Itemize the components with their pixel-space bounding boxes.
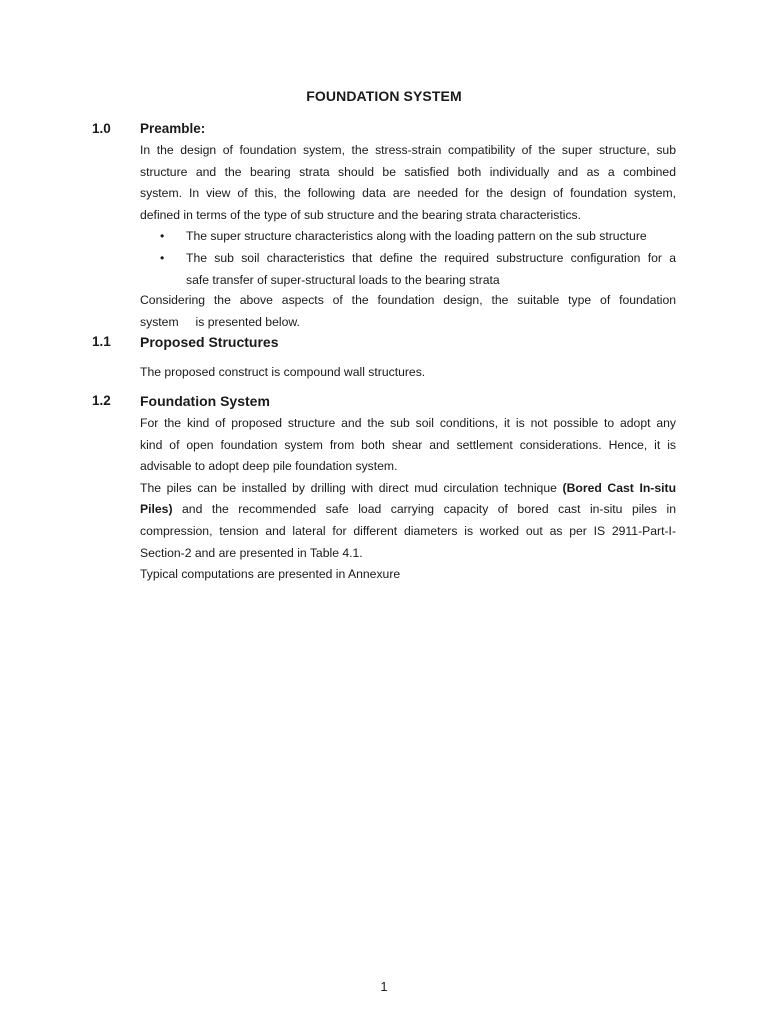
section-number: 1.2: [92, 393, 111, 408]
section-title: Preamble:: [140, 121, 206, 136]
text-line: kind of open foundation system from both shear and settlement considerations. Hence, it is: [140, 437, 676, 452]
bold-text: Piles): [140, 502, 173, 517]
text-line: compression, tension and lateral for different diameters is worked out as per IS 2911-Part-I-: [140, 523, 676, 538]
foundation-system-paragraph: [140, 413, 676, 586]
text-line: The sub soil characteristics that define the required substructure configuration for a: [186, 251, 676, 265]
section-title: Proposed Structures: [140, 334, 279, 350]
section-title: Foundation System: [140, 393, 270, 409]
text-line: structure and the bearing strata should be satisfied both individually and as a combined: [140, 164, 676, 179]
text-line: For the kind of proposed structure and the sub soil conditions, it is not possible to adopt any: [140, 416, 676, 430]
text-line: Section-2 and are presented in Table 4.1.: [140, 545, 363, 560]
preamble-conclusion: [140, 290, 676, 333]
bullet-text: [186, 248, 676, 291]
text-line: Considering the above aspects of the foundation design, the suitable type of foundation: [140, 293, 676, 307]
text-line: The proposed construct is compound wall structures.: [140, 365, 426, 379]
section-number: 1.0: [92, 121, 111, 136]
preamble-paragraph: [140, 140, 676, 226]
text-line: [140, 478, 676, 500]
proposed-structures-paragraph: [140, 362, 676, 384]
page-title: FOUNDATION SYSTEM: [306, 88, 462, 104]
section-number: 1.1: [92, 334, 111, 349]
text-line: defined in terms of the type of sub structure and the bearing strata characteristics.: [140, 207, 582, 222]
text-run: and the recommended safe load carrying capacity of bored cast in-situ piles in: [172, 502, 676, 517]
text-line: [140, 499, 676, 521]
text-run: The piles can be installed by drilling with direct mud circulation technique: [140, 480, 563, 495]
text-line: In the design of foundation system, the stress-strain compatibility of the super structure, sub: [140, 143, 676, 157]
bullet-text: The super structure characteristics along with the loading pattern on the sub structure: [186, 229, 647, 243]
bullet-icon: •: [160, 251, 165, 265]
text-line: advisable to adopt deep pile foundation system.: [140, 459, 398, 474]
text-line: safe transfer of super-structural loads to the bearing strata: [186, 272, 500, 287]
bullet-icon: •: [160, 229, 165, 243]
page-number: 1: [380, 980, 388, 994]
text-line: Typical computations are presented in Annexure: [140, 567, 401, 582]
bold-text: (Bored Cast In-situ: [562, 480, 677, 495]
text-line: system. In view of this, the following data are needed for the design of foundation system,: [140, 186, 676, 201]
text-line: system is presented below.: [140, 314, 300, 329]
